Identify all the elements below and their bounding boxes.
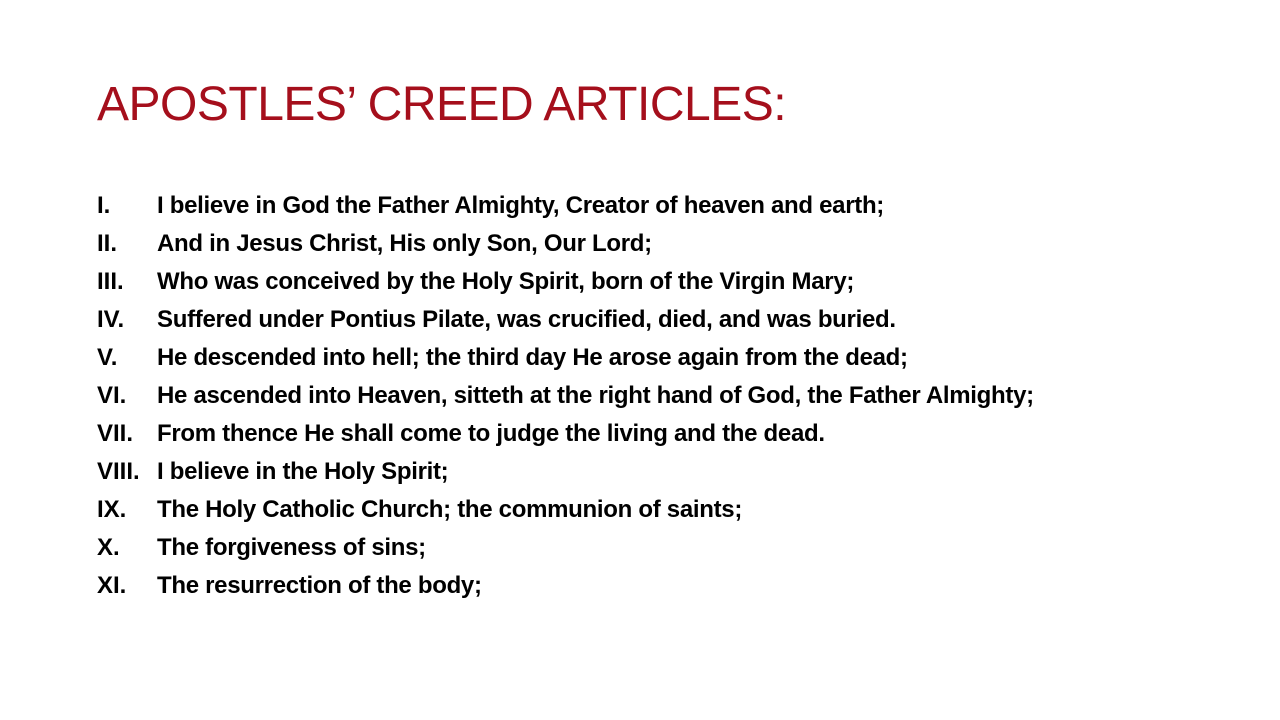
article-text: I believe in the Holy Spirit;	[157, 458, 449, 485]
article-text: Who was conceived by the Holy Spirit, born of the Virgin Mary;	[157, 268, 855, 295]
article-numeral: III.	[97, 268, 124, 295]
article-numeral: VII.	[97, 420, 134, 447]
article-text: Suffered under Pontius Pilate, was crucified, died, and was buried.	[157, 306, 896, 333]
article-numeral: I.	[97, 192, 111, 219]
article-numeral: XI.	[97, 572, 127, 599]
list-item	[97, 339, 1034, 377]
article-text: I believe in God the Father Almighty, Creator of heaven and earth;	[157, 192, 885, 219]
list-item	[97, 187, 1034, 225]
article-numeral: X.	[97, 534, 120, 561]
article-text: He ascended into Heaven, sitteth at the right hand of God, the Father Almighty;	[157, 382, 1034, 409]
article-text: The resurrection of the body;	[157, 572, 482, 599]
article-text: From thence He shall come to judge the living and the dead.	[157, 420, 825, 447]
article-text: He descended into hell; the third day He arose again from the dead;	[157, 344, 908, 371]
article-text: And in Jesus Christ, His only Son, Our Lord;	[157, 230, 652, 257]
slide-title: APOSTLES’ CREED ARTICLES:	[97, 78, 787, 131]
article-numeral: VIII.	[97, 458, 140, 485]
article-text: The Holy Catholic Church; the communion of saints;	[157, 496, 743, 523]
list-item	[97, 529, 1034, 567]
list-item	[97, 415, 1034, 453]
list-item	[97, 263, 1034, 301]
list-item	[97, 453, 1034, 491]
article-numeral: IV.	[97, 306, 125, 333]
list-item	[97, 491, 1034, 529]
article-text: The forgiveness of sins;	[157, 534, 426, 561]
article-numeral: VI.	[97, 382, 127, 409]
list-item	[97, 377, 1034, 415]
list-item	[97, 567, 1034, 605]
article-numeral: II.	[97, 230, 118, 257]
list-item	[97, 225, 1034, 263]
list-item	[97, 301, 1034, 339]
articles-list	[97, 187, 1034, 605]
article-numeral: V.	[97, 344, 118, 371]
article-numeral: IX.	[97, 496, 127, 523]
